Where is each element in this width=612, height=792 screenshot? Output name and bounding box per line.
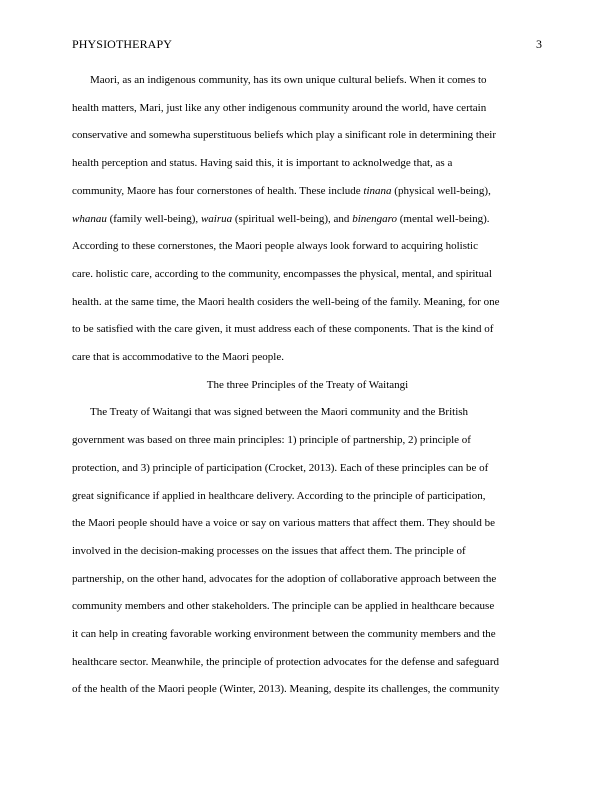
paragraph-line: protection, and 3) principle of participation (Crocket, 2013). Each of these principles can be of [72, 461, 489, 474]
paragraph-line: partnership, on the other hand, advocates for the adoption of collaborative approach between the [72, 572, 497, 585]
paragraph-line: care that is accommodative to the Maori people. [72, 351, 284, 364]
paragraph-line: health. at the same time, the Maori health cosiders the well-being of the family. Meaning, for one [72, 295, 500, 308]
paragraph-line: conservative and somewha superstituous beliefs which play a sinificant role in determining their [72, 129, 496, 142]
paragraph-line: health perception and status. Having said this, it is important to acknolwedge that, as a [72, 157, 453, 170]
paragraph-line: it can help in creating favorable working environment between the community members and the [72, 628, 496, 641]
text-run: (spiritual well-being), and [232, 212, 353, 225]
paragraph-line [72, 206, 543, 234]
paragraph-line: the Maori people should have a voice or say on various matters that affect them. They should be [72, 517, 495, 530]
term-tinana: tinana [363, 184, 392, 197]
paragraph-line: Maori, as an indigenous community, has its own unique cultural beliefs. When it comes to [90, 74, 487, 86]
paragraph-line: healthcare sector. Meanwhile, the principle of protection advocates for the defense and safeguard [72, 655, 499, 668]
section-heading: The three Principles of the Treaty of Waitangi [206, 378, 409, 391]
term-wairua: wairua [200, 212, 233, 225]
term-whanau: whanau [72, 212, 107, 225]
text-run: community, Maore has four cornerstones of health. These include [72, 184, 364, 197]
paragraph-line: community members and other stakeholders. The principle can be applied in healthcare because [72, 600, 495, 613]
text-run: (mental well-being). [397, 212, 490, 225]
paragraph-line [72, 178, 543, 206]
paragraph-line: government was based on three main principles: 1) principle of partnership, 2) principle of [72, 434, 471, 447]
paragraph-line: to be satisfied with the care given, it must address each of these components. That is the kind of [72, 323, 494, 336]
page-number: 3 [536, 37, 542, 51]
paragraph-line: of the health of the Maori people (Winter, 2013). Meaning, despite its challenges, the community [72, 683, 500, 696]
paragraph-line: The Treaty of Waitangi that was signed between the Maori community and the British [90, 406, 469, 419]
paragraph-line: health matters, Mari, just like any other indigenous community around the world, have certain [72, 101, 487, 114]
paragraph-line: care. holistic care, according to the community, encompasses the physical, mental, and spiritual [72, 267, 492, 280]
term-binengaro: binengaro [352, 212, 397, 225]
paragraph-line: great significance if applied in healthcare delivery. According to the principle of participation, [72, 489, 486, 502]
text-run: (family well-being), [106, 212, 201, 225]
text-run: (physical well-being), [391, 184, 491, 197]
paragraph-line: involved in the decision-making processes on the issues that affect them. The principle of [72, 544, 466, 557]
paragraph-cultural-beliefs [72, 67, 543, 372]
paragraph-treaty-principles [72, 399, 543, 704]
body-text [72, 67, 543, 704]
running-head: PHYSIOTHERAPY [72, 37, 172, 51]
paragraph-line: According to these cornerstones, the Maori people always look forward to acquiring holistic [72, 240, 478, 253]
